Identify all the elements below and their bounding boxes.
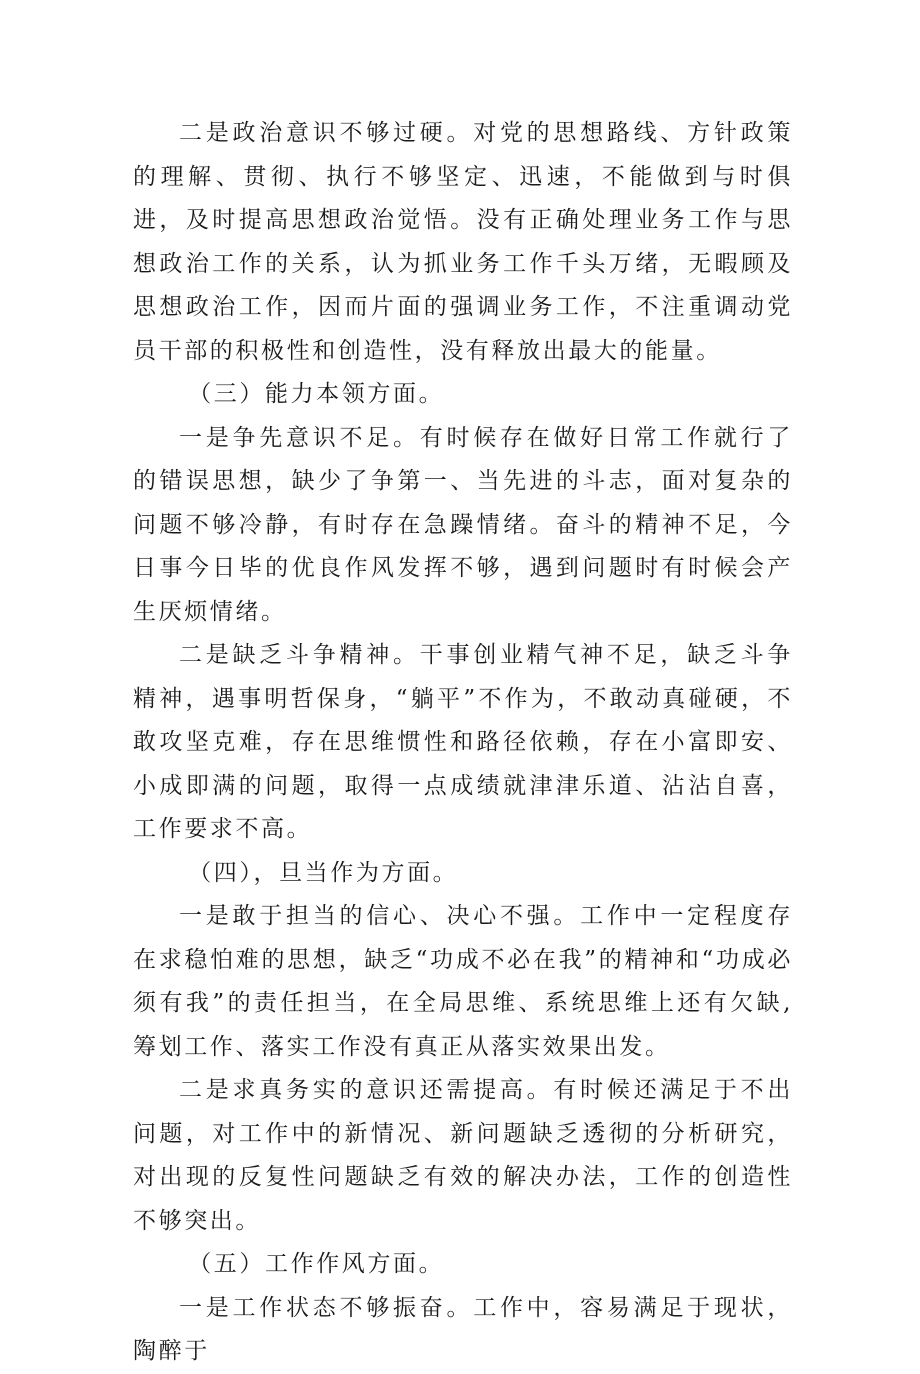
section-heading-responsibility: （四），旦当作为方面。 — [188, 859, 459, 886]
paragraph-courage-to-take-responsibility: 一是敢于担当的信心、决心不强。工作中一定程度存在求稳怕难的思想，缺乏“功成不必在我”的精神和“功成必须有我”的责任担当，在全局思维、系统思维上还有欠缺,筹划工作、落实工作没有真正从落实效果出发。 — [133, 903, 793, 1060]
section-heading-ability: （三）能力本领方面。 — [188, 381, 445, 407]
paragraph-political-awareness: 二是政治意识不够过硬。对党的思想路线、方针政策的理解、贯彻、执行不够坚定、迅速，不能做到与时俱进，及时提高思想政治觉悟。没有正确处理业务工作与思想政治工作的关系，认为抓业务工作千头万绪，无暇顾及思想政治工作，因而片面的强调业务工作，不注重调动党员干部的积极性和创造性，没有释放出最大的能量。 — [133, 120, 793, 364]
paragraph-work-state: 一是工作状态不够振奋。工作中，容易满足于现状，陶醉于 — [133, 1294, 793, 1364]
paragraph-pragmatic-awareness: 二是求真务实的意识还需提高。有时候还满足于不出问题，对工作中的新情况、新问题缺乏透彻的分析研究，对出现的反复性问题缺乏有效的解决办法，工作的创造性不够突出。 — [133, 1077, 793, 1234]
section-heading-work-style: （五）工作作风方面。 — [188, 1251, 445, 1277]
paragraph-competitive-awareness: 一是争先意识不足。有时候存在做好日常工作就行了的错误思想，缺少了争第一、当先进的斗志，面对复杂的问题不够冷静，有时存在急躁情绪。奋斗的精神不足，今日事今日毕的优良作风发挥不够，遇到问题时有时候会产生厌烦情绪。 — [133, 424, 793, 625]
paragraph-fighting-spirit: 二是缺乏斗争精神。干事创业精气神不足，缺乏斗争精神，遇事明哲保身，“躺平”不作为，不敢动真碰硬，不敢攻坚克难，存在思维惯性和路径依赖，存在小富即安、小成即满的问题，取得一点成绩就津津乐道、沾沾自喜，工作要求不高。 — [133, 642, 793, 842]
document-body — [133, 112, 793, 1374]
